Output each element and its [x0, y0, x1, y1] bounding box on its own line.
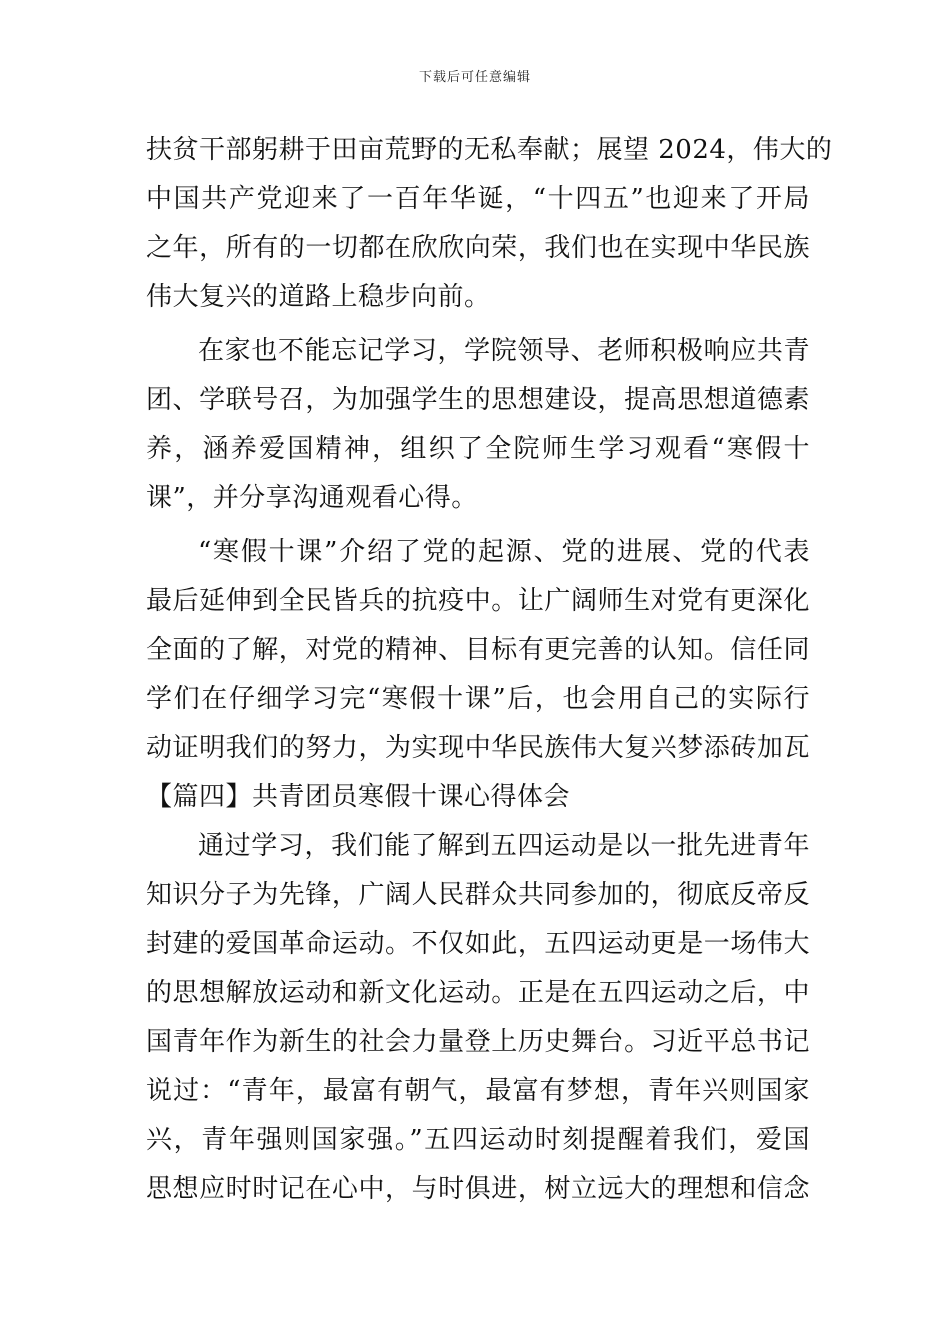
paragraph-3-line-5: 动证明我们的努力，为实现中华民族伟大复兴梦添砖加瓦 — [146, 733, 810, 763]
paragraph-4-line-1: 通过学习，我们能了解到五四运动是以一批先进青年 — [198, 831, 810, 861]
document-body — [146, 126, 833, 1214]
paragraph-3-line-1: “寒假十课”介绍了党的起源、党的进展、党的代表 — [198, 537, 810, 567]
paragraph-3-line-2: 最后延伸到全民皆兵的抗疫中。让广阔师生对党有更深化 — [146, 586, 810, 616]
paragraph-2-line-2: 团、学联号召，为加强学生的思想建设，提高思想道德素 — [146, 385, 810, 415]
paragraph-4-line-8: 思想应时时记在心中，与时俱进，树立远大的理想和信念 — [146, 1174, 810, 1204]
paragraph-3-line-3: 全面的了解，对党的精神、目标有更完善的认知。信任同 — [146, 635, 810, 665]
page-header-note: 下载后可任意编辑 — [418, 70, 531, 85]
paragraph-3-line-4: 学们在仔细学习完“寒假十课”后，也会用自己的实际行 — [146, 684, 810, 714]
section-heading: 【篇四】共青团员寒假十课心得体会 — [146, 782, 571, 812]
paragraph-1-line-4: 伟大复兴的道路上稳步向前。 — [146, 282, 491, 312]
paragraph-1-line-1: 扶贫干部躬耕于田亩荒野的无私奉献；展望 2024，伟大的 — [146, 135, 833, 165]
paragraph-4-line-7: 兴，青年强则国家强。”五四运动时刻提醒着我们，爱国 — [146, 1125, 810, 1155]
paragraph-4-line-6: 说过：“青年，最富有朝气，最富有梦想，青年兴则国家 — [146, 1076, 810, 1106]
paragraph-4-line-3: 封建的爱国革命运动。不仅如此，五四运动更是一场伟大 — [146, 929, 810, 959]
paragraph-1-line-3: 之年，所有的一切都在欣欣向荣，我们也在实现中华民族 — [146, 233, 810, 263]
paragraph-4-line-4: 的思想解放运动和新文化运动。正是在五四运动之后，中 — [146, 978, 810, 1008]
paragraph-4-line-2: 知识分子为先锋，广阔人民群众共同参加的，彻底反帝反 — [146, 880, 810, 910]
paragraph-2-line-3: 养，涵养爱国精神，组织了全院师生学习观看“寒假十 — [146, 434, 810, 464]
paragraph-4-line-5: 国青年作为新生的社会力量登上历史舞台。习近平总书记 — [146, 1027, 810, 1057]
paragraph-2-line-4: 课”，并分享沟通观看心得。 — [146, 483, 478, 513]
paragraph-1-line-2: 中国共产党迎来了一百年华诞，“十四五”也迎来了开局 — [146, 184, 810, 214]
paragraph-2-line-1: 在家也不能忘记学习，学院领导、老师积极响应共青 — [198, 336, 810, 366]
